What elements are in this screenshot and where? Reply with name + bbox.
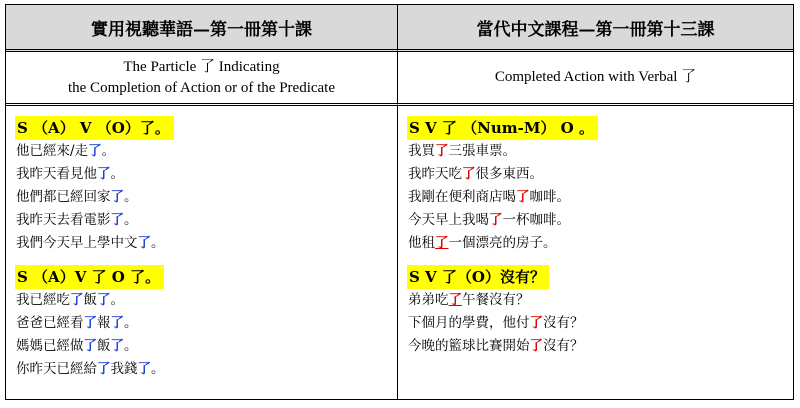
particle-le: 了	[462, 166, 476, 182]
left-subheader-line1: The Particle 了 Indicating	[123, 58, 280, 75]
sentence-text: 媽媽已經做	[16, 338, 84, 354]
left-pattern-2: S （A）V 了 O 了。	[15, 265, 164, 289]
left-examples-1	[16, 140, 397, 255]
particle-le: 了	[83, 338, 97, 354]
left-examples-2	[16, 289, 397, 381]
sentence-text: 。	[151, 361, 165, 377]
right-pattern-2: S V 了（O）沒有？	[407, 265, 549, 289]
left-content	[6, 106, 398, 399]
left-subheader-line2: the Completion of Action or of the Predicate	[67, 79, 336, 96]
example-sentence	[16, 209, 397, 232]
particle-le: 了	[97, 292, 111, 308]
right-pattern-1: S V 了 （Num-M） O 。	[407, 116, 598, 140]
sentence-text: 報	[97, 315, 111, 331]
example-sentence	[16, 186, 397, 209]
sentence-text: 他租	[408, 235, 435, 251]
example-sentence	[16, 163, 397, 186]
sentence-text: 弟弟吃	[408, 292, 449, 308]
sentence-text: 一個漂亮的房子。	[448, 235, 557, 251]
particle-le: 了	[110, 212, 124, 228]
example-sentence	[408, 209, 793, 232]
sentence-text: 我昨天看見他	[16, 166, 97, 182]
sentence-text: 咖啡。	[529, 189, 570, 205]
example-sentence	[16, 335, 397, 358]
grammar-comparison-table	[5, 4, 794, 400]
particle-le: 了	[529, 338, 543, 354]
example-sentence	[16, 358, 397, 381]
example-sentence	[16, 312, 397, 335]
particle-le: 了	[97, 361, 111, 377]
example-sentence	[408, 232, 793, 255]
particle-le: 了	[88, 143, 102, 159]
left-column-title: 實用視聽華語—第一冊第十課	[91, 19, 312, 40]
example-sentence	[408, 163, 793, 186]
sentence-text: 你昨天已經給	[16, 361, 97, 377]
sentence-text: 爸爸已經看	[16, 315, 84, 331]
sentence-text: 沒有？	[543, 315, 584, 331]
particle-le: 了	[137, 235, 151, 251]
particle-le: 了	[83, 315, 97, 331]
sentence-text: 。	[110, 166, 124, 182]
sentence-text: 我昨天去看電影	[16, 212, 111, 228]
particle-le: 了	[97, 166, 111, 182]
sentence-text: 飯	[83, 292, 97, 308]
sentence-text: 沒有？	[543, 338, 584, 354]
sentence-text: 飯	[97, 338, 111, 354]
particle-le: 了	[489, 212, 503, 228]
sentence-text: 我買	[408, 143, 435, 159]
right-subheader	[398, 52, 793, 106]
left-pattern-1: S （A） V （O）了。	[15, 116, 174, 140]
right-examples-2	[408, 289, 793, 358]
example-sentence	[408, 140, 793, 163]
sentence-text: 。	[124, 189, 138, 205]
example-sentence	[408, 335, 793, 358]
sentence-text: 。	[151, 235, 165, 251]
particle-le: 了	[435, 235, 449, 251]
example-sentence	[16, 232, 397, 255]
sentence-text: 午餐沒有？	[462, 292, 530, 308]
right-examples-1	[408, 140, 793, 255]
sentence-text: 一杯咖啡。	[502, 212, 570, 228]
particle-le: 了	[70, 292, 84, 308]
left-column-header	[6, 5, 398, 52]
sentence-text: 。	[124, 315, 138, 331]
particle-le: 了	[137, 361, 151, 377]
example-sentence	[408, 186, 793, 209]
sentence-text: 我昨天吃	[408, 166, 462, 182]
particle-le: 了	[516, 189, 530, 205]
sentence-text: 下個月的學費，他付	[408, 315, 530, 331]
left-subheader	[6, 52, 398, 106]
particle-le: 了	[448, 292, 462, 308]
sentence-text: 今晚的籃球比賽開始	[408, 338, 530, 354]
right-column-title: 當代中文課程—第一冊第十三課	[476, 19, 715, 40]
sentence-text: 他們都已經回家	[16, 189, 111, 205]
sentence-text: 。	[124, 212, 138, 228]
sentence-text: 三張車票。	[448, 143, 516, 159]
particle-le: 了	[110, 338, 124, 354]
particle-le: 了	[110, 189, 124, 205]
sentence-text: 我已經吃	[16, 292, 70, 308]
sentence-text: 很多東西。	[475, 166, 543, 182]
sentence-text: 我錢	[110, 361, 138, 377]
sentence-text: 。	[110, 292, 124, 308]
example-sentence	[16, 140, 397, 163]
sentence-text: 今天早上我喝	[408, 212, 489, 228]
sentence-text: 他已經來/走	[16, 143, 89, 159]
particle-le: 了	[110, 315, 124, 331]
sentence-text: 。	[124, 338, 138, 354]
example-sentence	[408, 289, 793, 312]
right-content	[398, 106, 793, 399]
particle-le: 了	[529, 315, 543, 331]
right-column-header	[398, 5, 793, 52]
sentence-text: 我剛在便利商店喝	[408, 189, 516, 205]
example-sentence	[408, 312, 793, 335]
right-subheader-line1: Completed Action with Verbal 了	[494, 69, 697, 85]
sentence-text: 。	[101, 143, 116, 159]
example-sentence	[16, 289, 397, 312]
sentence-text: 我們今天早上學中文	[16, 235, 138, 251]
particle-le: 了	[435, 143, 449, 159]
